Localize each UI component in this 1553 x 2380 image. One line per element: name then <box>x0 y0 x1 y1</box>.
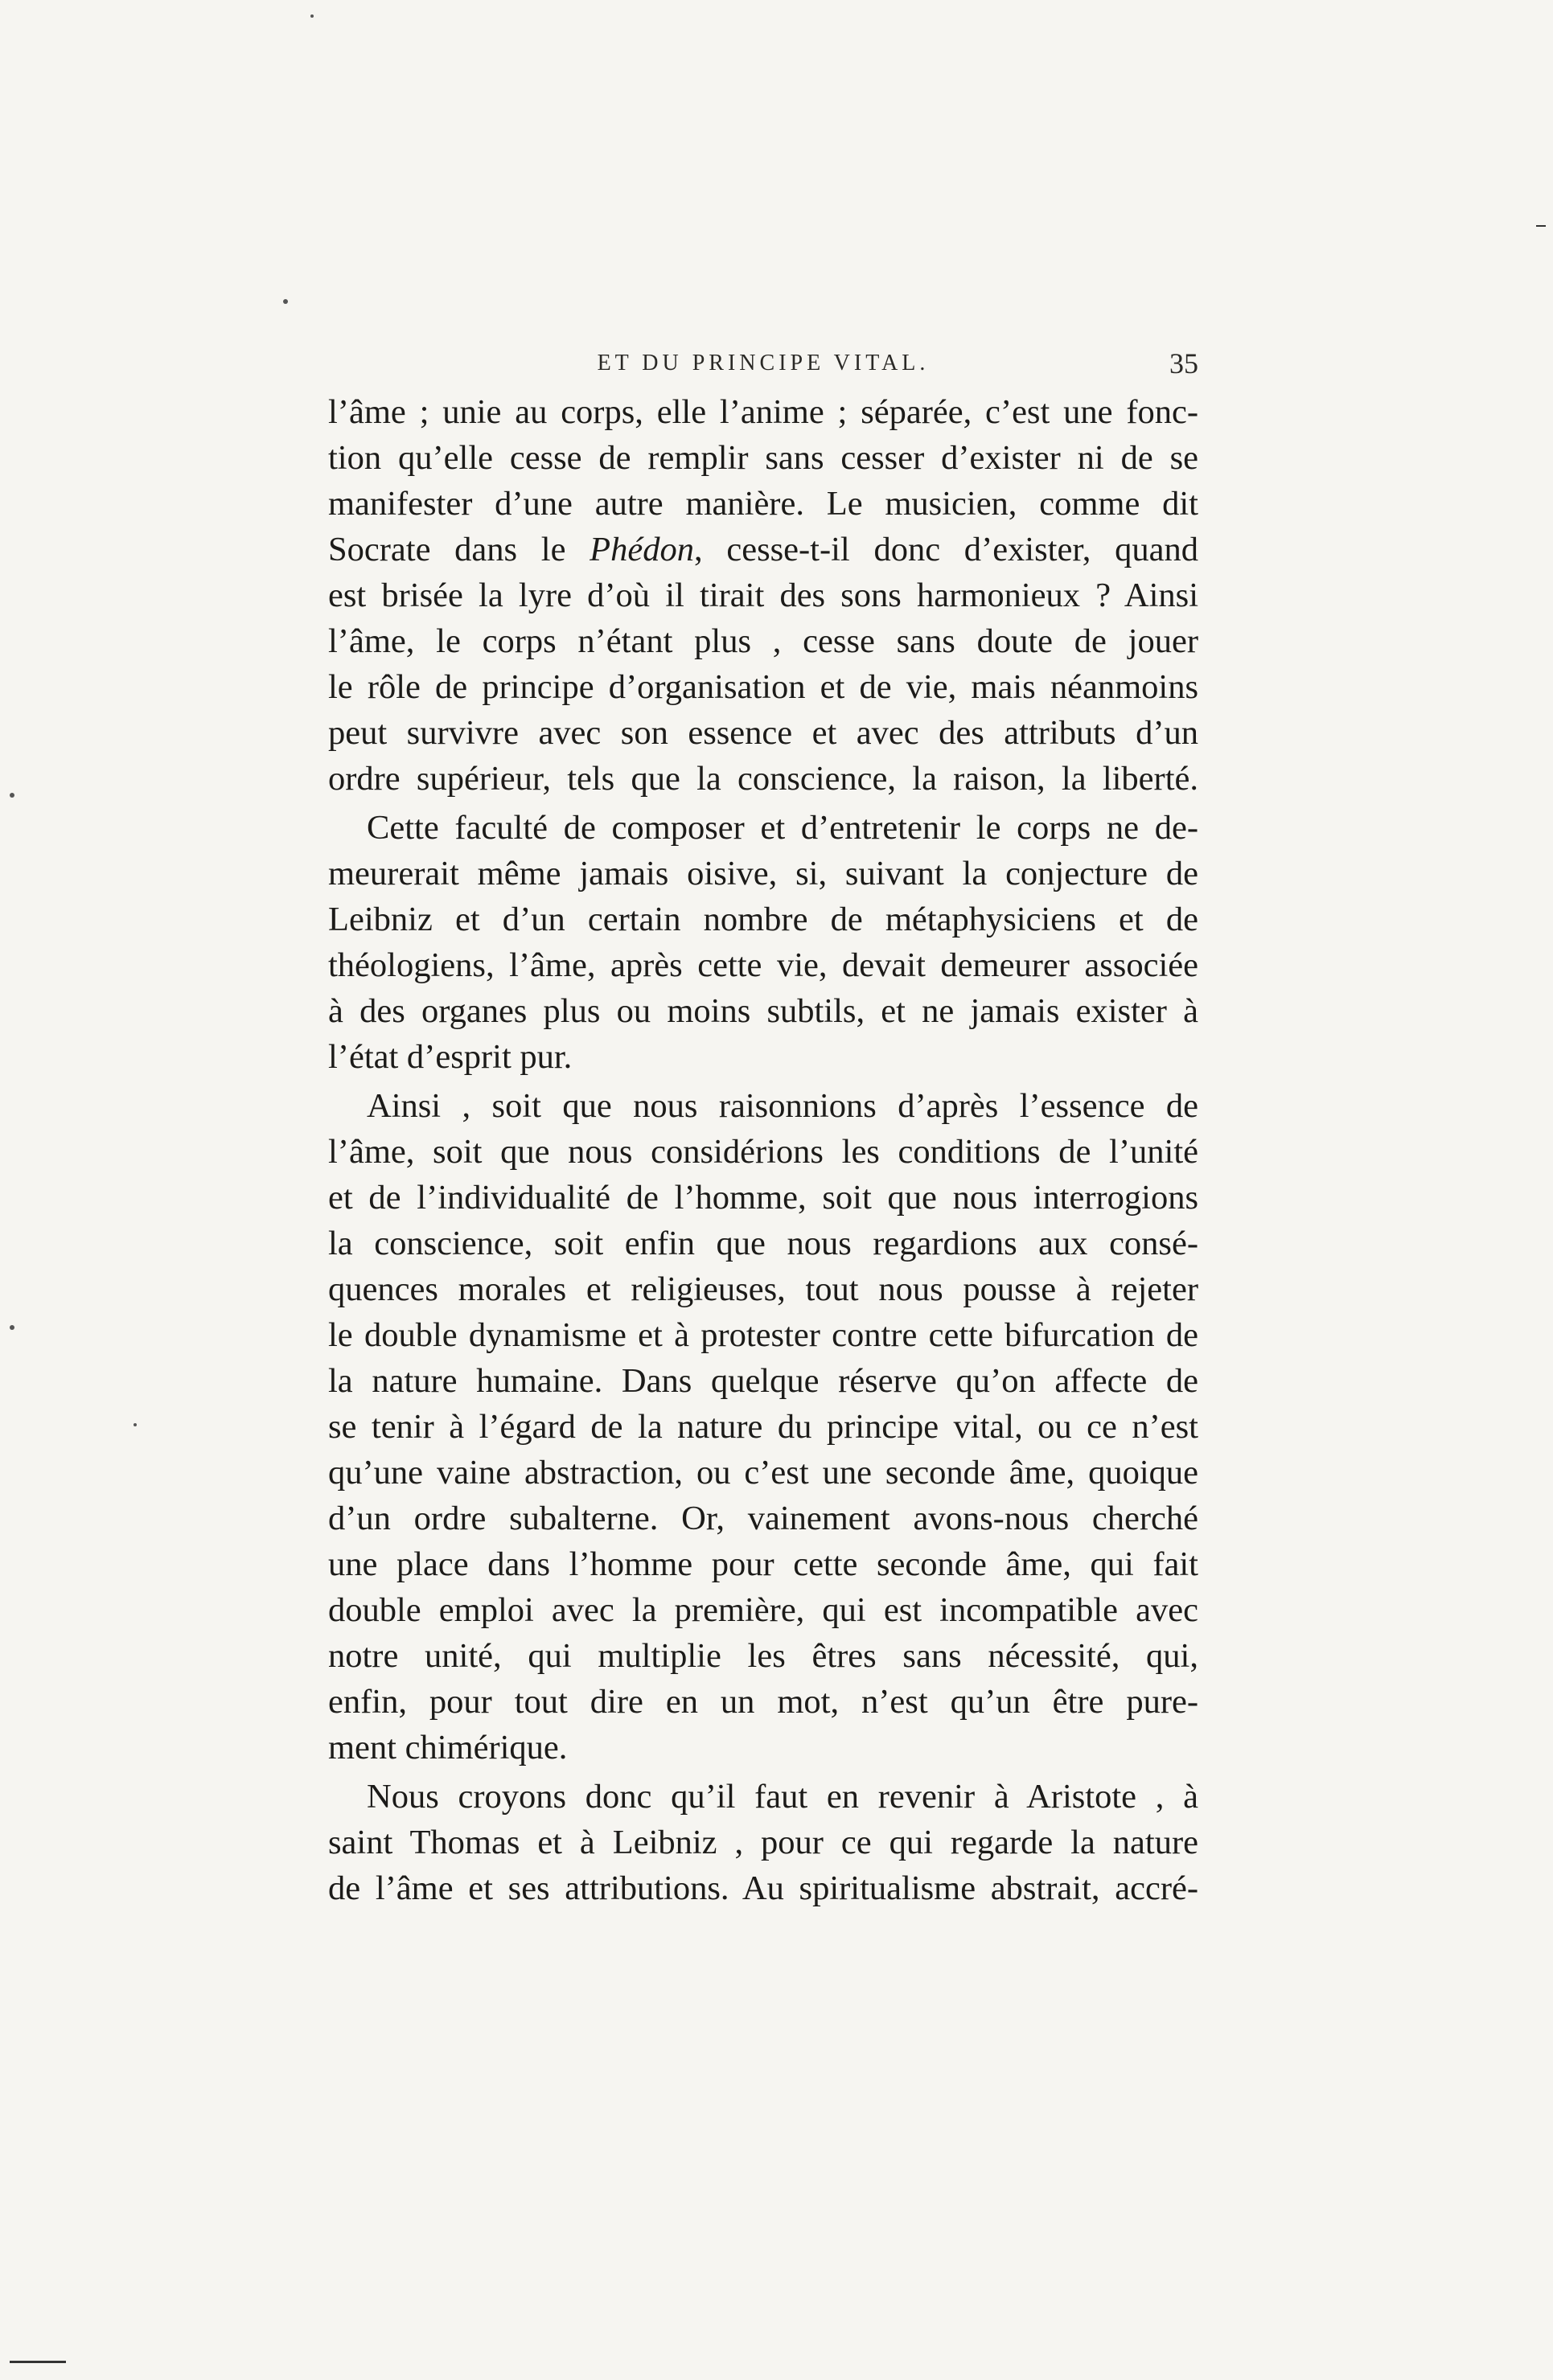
text-line: Leibniz et d’un certain nombre de métaphysiciens et de <box>328 901 1198 938</box>
text-line: l’état d’esprit pur. <box>328 1038 573 1076</box>
text-line: à des organes plus ou moins subtils, et ne jamais exister à <box>328 992 1198 1030</box>
text-line: et de l’individualité de l’homme, soit que nous interrogions <box>328 1179 1198 1217</box>
text-line: meurerait même jamais oisive, si, suivant la conjecture de <box>328 855 1198 892</box>
paragraph-1 <box>328 389 1198 802</box>
text-line: est brisée la lyre d’où il tirait des sons harmonieux ? Ainsi <box>328 577 1198 614</box>
scan-speck <box>10 793 14 798</box>
text-line: qu’une vaine abstraction, ou c’est une seconde âme, quoique <box>328 1454 1198 1492</box>
text-line: ment chimérique. <box>328 1729 568 1767</box>
scan-speck <box>283 299 288 304</box>
text-line: le rôle de principe d’organisation et de vie, mais néanmoins <box>328 668 1198 706</box>
text-fragment: Socrate dans le <box>328 531 590 568</box>
text-line: se tenir à l’égard de la nature du principe vital, ou ce n’est <box>328 1408 1198 1446</box>
text-line: de l’âme et ses attributions. Au spiritualisme abstrait, accré- <box>328 1869 1198 1907</box>
paragraph-4 <box>328 1774 1198 1911</box>
text-line: enfin, pour tout dire en un mot, n’est qu’un être pure- <box>328 1683 1198 1721</box>
text-line: quences morales et religieuses, tout nous pousse à rejeter <box>328 1270 1198 1308</box>
text-line: Nous croyons donc qu’il faut en revenir à Aristote , à <box>367 1778 1198 1816</box>
text-line: Ainsi , soit que nous raisonnions d’après l’essence de <box>367 1087 1198 1125</box>
text-line: double emploi avec la première, qui est incompatible avec <box>328 1591 1198 1629</box>
text-line: saint Thomas et à Leibniz , pour ce qui regarde la nature <box>328 1824 1198 1861</box>
text-line: d’un ordre subalterne. Or, vainement avons-nous cherché <box>328 1500 1198 1537</box>
body-text <box>328 389 1198 1914</box>
text-line: l’âme ; unie au corps, elle l’anime ; séparée, c’est une fonc- <box>328 393 1198 431</box>
text-line: la conscience, soit enfin que nous regardions aux consé- <box>328 1225 1198 1262</box>
italic-title: Phédon <box>590 531 694 568</box>
text-line: Cette faculté de composer et d’entretenir le corps ne de- <box>367 809 1198 847</box>
text-line: la nature humaine. Dans quelque réserve qu’on affecte de <box>328 1362 1198 1400</box>
text-line: l’âme, soit que nous considérions les conditions de l’unité <box>328 1133 1198 1171</box>
running-head <box>328 344 1198 383</box>
text-line: ordre supérieur, tels que la conscience, la raison, la liberté. <box>328 760 1198 798</box>
page-number: 35 <box>1169 347 1198 380</box>
text-line: manifester d’une autre manière. Le musicien, comme dit <box>328 485 1198 523</box>
text-line: une place dans l’homme pour cette seconde âme, qui fait <box>328 1545 1198 1583</box>
text-line: peut survivre avec son essence et avec des attributs d’un <box>328 714 1198 752</box>
paragraph-2 <box>328 805 1198 1080</box>
text-line: notre unité, qui multiplie les êtres sans nécessité, qui, <box>328 1637 1198 1675</box>
text-line: théologiens, l’âme, après cette vie, devait demeurer associée <box>328 946 1198 984</box>
running-title: ET DU PRINCIPE VITAL. <box>597 351 930 375</box>
scan-speck <box>310 14 314 18</box>
text-line: l’âme, le corps n’étant plus , cesse sans doute de jouer <box>328 622 1198 660</box>
text-line: tion qu’elle cesse de remplir sans cesser d’exister ni de se <box>328 439 1198 477</box>
scan-speck <box>134 1423 137 1426</box>
text-line <box>328 527 1198 572</box>
text-line: le double dynamisme et à protester contre cette bifurcation de <box>328 1316 1198 1354</box>
scan-mark <box>10 2361 66 2363</box>
scan-speck <box>10 1325 14 1330</box>
scan-mark <box>1536 225 1546 227</box>
text-fragment: , cesse-t-il donc d’exister, quand <box>694 531 1198 568</box>
paragraph-3 <box>328 1083 1198 1771</box>
